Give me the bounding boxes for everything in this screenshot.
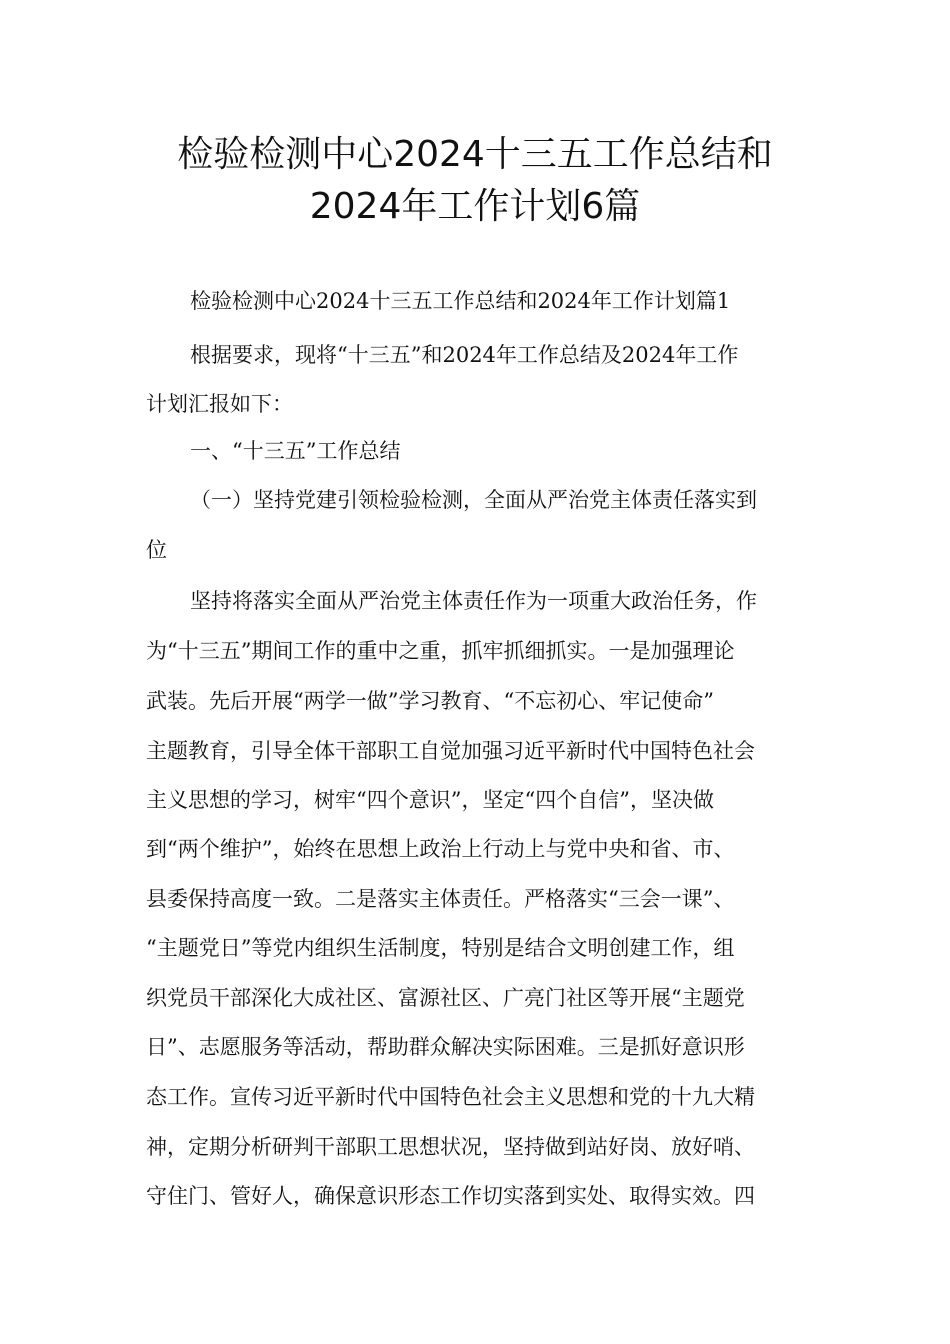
body-text-line: 到“两个维护”，始终在思想上政治上行动上与党中央和省、市、 [146,837,735,861]
paragraph-intro-line-1: 根据要求，现将“十三五”和2024年工作总结及2024年工作 [190,343,739,367]
body-text-line: 武装。先后开展“两学一做”学习教育、“不忘初心、牢记使命” [146,689,714,713]
body-text-line: 日”、志愿服务等活动，帮助群众解决实际困难。三是抓好意识形 [146,1035,745,1059]
body-text-line: 神，定期分析研判干部职工思想状况，坚持做到站好岗、放好哨、 [146,1135,755,1159]
body-text-line: 织党员干部深化大成社区、富源社区、广亮门社区等开展“主题党 [146,986,745,1010]
document-title-line-2: 2024年工作计划6篇 [309,186,641,227]
body-text-line: “主题党日”等党内组织生活制度，特别是结合文明创建工作，组 [146,936,735,960]
paragraph-intro-line-2: 计划汇报如下： [146,392,293,416]
body-text-line: 守住门、管好人，确保意识形态工作切实落到实处、取得实效。四 [146,1184,755,1208]
body-text-line: 主题教育，引导全体干部职工自觉加强习近平新时代中国特色社会 [146,739,755,763]
section-heading-summary: 一、“十三五”工作总结 [190,439,401,463]
body-text-line: 县委保持高度一致。二是落实主体责任。严格落实“三会一课”、 [146,887,735,911]
document-title-line-1: 检验检测中心2024十三五工作总结和 [177,134,773,175]
body-text-line: 为“十三五”期间工作的重中之重，抓牢抓细抓实。一是加强理论 [146,639,735,663]
section-heading-article-1: 检验检测中心2024十三五工作总结和2024年工作计划篇1 [190,289,731,313]
body-text-line: 坚持将落实全面从严治党主体责任作为一项重大政治任务，作 [190,589,757,613]
body-text-line: 主义思想的学习，树牢“四个意识”，坚定“四个自信”，坚决做 [146,788,714,812]
subsection-heading-line-1: （一）坚持党建引领检验检测，全面从严治党主体责任落实到 [190,488,757,512]
subsection-heading-line-2: 位 [146,538,167,562]
body-text-line: 态工作。宣传习近平新时代中国特色社会主义思想和党的十九大精 [146,1085,755,1109]
